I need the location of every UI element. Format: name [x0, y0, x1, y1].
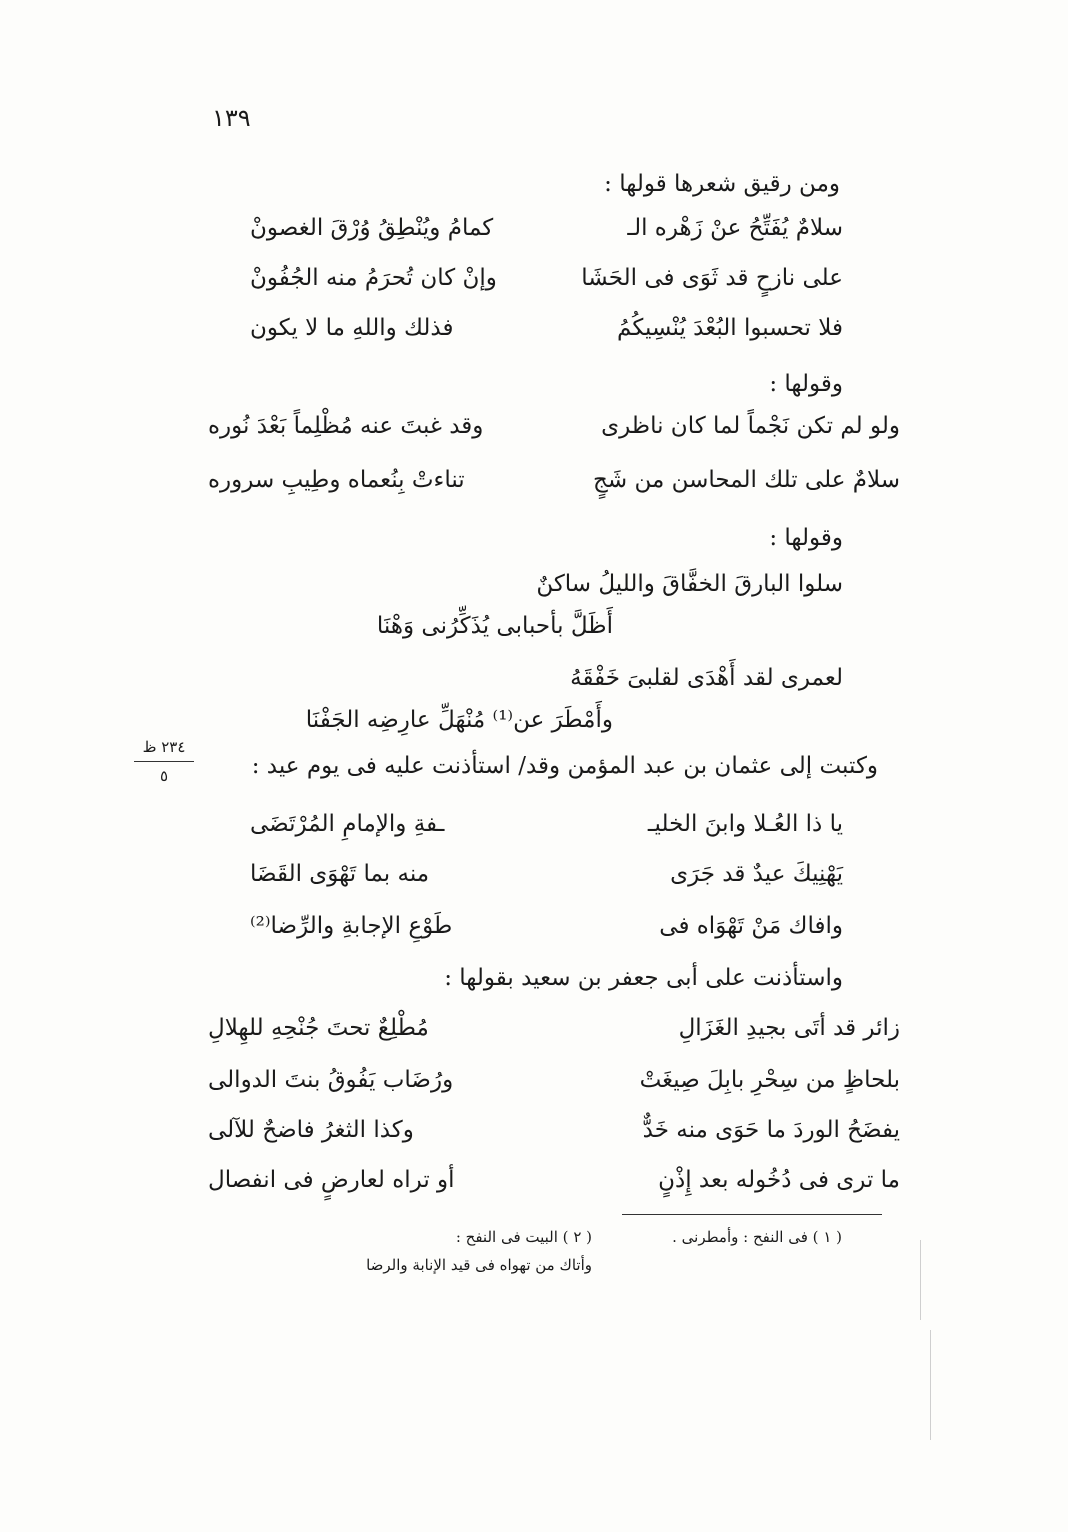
- verse-first-hemistich: سلامٌ على تلك المحاسن من شَجٍ: [593, 467, 900, 493]
- footnote-2: ( ٢ ) البيت فى النفح :: [455, 1228, 592, 1246]
- page-number: ١٣٩: [212, 104, 251, 132]
- verse-line: [250, 910, 843, 942]
- verse-second-hemistich: ورُضَاب يَفُوقُ بنتَ الدوالى: [208, 1067, 454, 1093]
- verse-line: [250, 858, 843, 890]
- verse-line: [250, 262, 843, 294]
- margin-folio-number: ٢٣٤ ظ: [142, 738, 186, 756]
- verse-first-hemistich: ما ترى فى دُخُوله بعد إِذْنٍ: [658, 1167, 900, 1193]
- verse-first-hemistich: يفضَحُ الوردَ ما حَوَى منه خَدٌّ: [642, 1117, 900, 1143]
- verse-first-hemistich: على نازحٍ قد ثَوَى فى الحَشَا: [581, 265, 843, 291]
- scan-artifact-line: [920, 1240, 921, 1320]
- verse-second-hemistich: أو تراه لعارضٍ فى انفصال: [208, 1167, 455, 1193]
- verse-first-hemistich: بلحاظٍ من سِحْرِ بابِلَ صِيغَتْ: [639, 1067, 900, 1093]
- verse-line: [208, 1012, 900, 1044]
- prose-line: سلوا البارقَ الخفَّاقَ والليلُ ساكنٌ: [536, 571, 843, 597]
- prose-line: وقولها :: [769, 525, 843, 551]
- prose-line: وأَمْطَرَ عن⁽¹⁾ مُنْهَلِّ عارِضِه الجَفْنَا: [305, 707, 613, 733]
- margin-folio-sub: ٥: [159, 767, 169, 785]
- verse-second-hemistich: وكذا الثغرُ فاضحٌ للآلى: [208, 1117, 414, 1143]
- scan-artifact-line: [930, 1330, 931, 1440]
- verse-first-hemistich: يا ذا العُـلا وابنَ الخليـ: [647, 811, 843, 837]
- verse-second-hemistich: فذلك واللهِ ما لا يكون: [250, 315, 454, 341]
- verse-second-hemistich: طَوْعِ الإجابةِ والرِّضا⁽²⁾: [250, 913, 453, 939]
- prose-line: وكتبت إلى عثمان بن عبد المؤمن وقد/ استأذنت عليه فى يوم عيد :: [251, 753, 878, 779]
- prose-line: واستأذنت على أبى جعفر بن سعيد بقولها :: [444, 965, 843, 991]
- verse-first-hemistich: يَهْنِيكَ عيدٌ قد جَرَى: [670, 861, 843, 887]
- verse-line: [208, 1064, 900, 1096]
- prose-line: ومن رقيق شعرها قولها :: [604, 171, 840, 197]
- verse-first-hemistich: ولو لم تكن نَجْماً لما كان ناظرى: [601, 413, 900, 439]
- verse-line: [208, 1164, 900, 1196]
- verse-first-hemistich: فلا تحسبوا البُعْدَ يُنْسِيكُمُ: [617, 315, 843, 341]
- verse-second-hemistich: ـفةِ والإمامِ المُرْتَضَى: [250, 811, 445, 837]
- verse-first-hemistich: زائر قد أتَى بجيدِ الغَزَالِ: [678, 1015, 900, 1041]
- verse-line: [208, 464, 900, 496]
- verse-line: [208, 1114, 900, 1146]
- verse-line: [250, 312, 843, 344]
- verse-first-hemistich: وافاك مَنْ تَهْوَاه فى: [659, 913, 843, 939]
- prose-line: وقولها :: [769, 371, 843, 397]
- prose-line: لعمرى لقد أَهْدَى لقلبىَ خَفْقَهُ: [570, 665, 843, 691]
- verse-line: [208, 410, 900, 442]
- verse-second-hemistich: مُطْلِعٌ تحتَ جُنْحِهِ للهِلالِ: [208, 1015, 429, 1041]
- verse-second-hemistich: كمامُ ويُنْطِقُ وُرْقَ الغصونْ: [250, 215, 494, 241]
- verse-second-hemistich: منه بما تَهْوَى القَضَا: [250, 861, 430, 887]
- footnote-separator: [622, 1214, 882, 1215]
- prose-line: أَظَلَّ بأحبابى يُذَكِّرُنى وَهْنَا: [376, 613, 613, 639]
- footnote-1: ( ١ ) فى النفح : وأمطرنى .: [672, 1228, 842, 1246]
- margin-folio-note: [128, 738, 200, 785]
- verse-second-hemistich: وإنْ كان تُحرَمُ منه الجُفُونْ: [250, 265, 497, 291]
- verse-second-hemistich: وقد غبتَ عنه مُظْلِماً بَعْدَ نُوره: [208, 413, 484, 439]
- verse-line: [250, 808, 843, 840]
- margin-folio-rule: [134, 761, 194, 762]
- footnote-2-verse: وأتاك من تهواه فى قيد الإنابة والرضا: [366, 1256, 592, 1274]
- verse-line: [250, 212, 843, 244]
- verse-second-hemistich: تناءتْ بِنُعماه وطِيبِ سروره: [208, 467, 465, 493]
- verse-first-hemistich: سلامٌ يُفَتِّحُ عنْ زَهْره الـ: [627, 215, 843, 241]
